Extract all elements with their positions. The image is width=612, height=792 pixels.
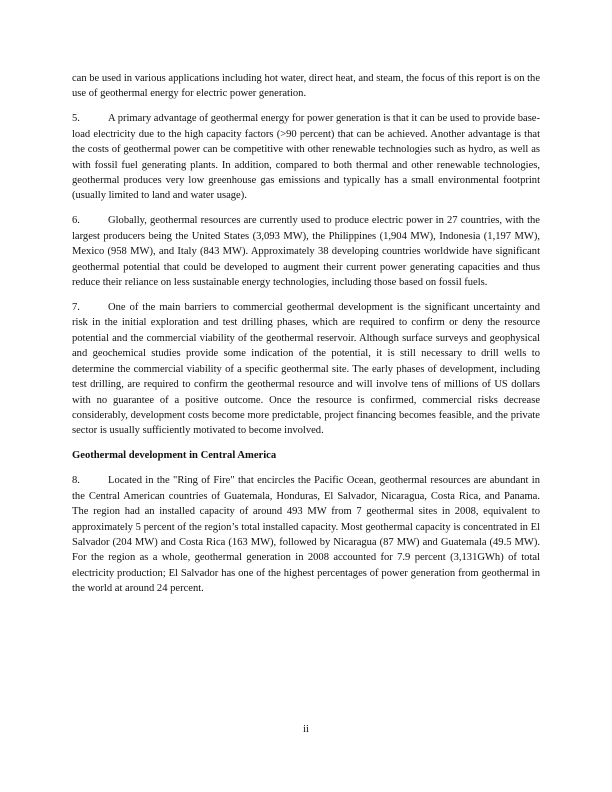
paragraph-5	[72, 111, 540, 203]
paragraph-text: can be used in various applications including hot water, direct heat, and steam, the focus of this report is on the use of geothermal energy for electric power generation.	[72, 73, 540, 100]
paragraph-number: 8.	[72, 475, 80, 487]
paragraph-8	[72, 473, 540, 596]
paragraph-number: 7.	[72, 302, 80, 314]
paragraph-text: Located in the "Ring of Fire" that encircles the Pacific Ocean, geothermal resources are abundant in the Central American countries of Guatemala, Honduras, El Salvador, Nicaragua, Costa Rica, and Panama. The region had an installed capacity of around 493 MW from 7 geothermal sites in 2008, equivalent to approximately 5 percent of the region’s total installed capacity. Most geothermal capacity is concentrated in El Salvador (204 MW) and Costa Rica (163 MW), followed by Nicaragua (87 MW) and Guatemala (49.5 MW). For the region as a whole, geothermal generation in 2008 accounted for 7.9 percent (3,131GWh) of total electricity production; El Salvador has one of the highest percentages of power generation from geothermal in the world at around 24 percent.	[72, 475, 540, 595]
paragraph-number: 6.	[72, 215, 80, 227]
paragraph-number: 5.	[72, 113, 80, 125]
paragraph-text: Globally, geothermal resources are currently used to produce electric power in 27 countries, with the largest producers being the United States (3,093 MW), the Philippines (1,904 MW), Indonesia (1,197 MW), Mexico (958 MW), and Italy (843 MW). Approximately 38 developing countries worldwide have significant geothermal potential that could be developed to augment their current power generating capacities and thus reduce their reliance on less sustainable energy technologies, including those based on fossil fuels.	[72, 215, 540, 289]
paragraph-continued	[72, 71, 540, 102]
paragraph-text: A primary advantage of geothermal energy for power generation is that it can be used to provide base-load electricity due to the high capacity factors (>90 percent) that can be achieved. Another advantage is that the costs of geothermal power can be competitive with other renewable technologies such as hydro, as well as with fossil fuel generating plants. In addition, compared to both thermal and other renewable technologies, geothermal produces very low greenhouse gas emissions and typically has a small environmental footprint (usually limited to land and water usage).	[72, 113, 540, 202]
page-number: ii	[303, 724, 309, 735]
paragraph-6	[72, 213, 540, 290]
paragraph-7	[72, 300, 540, 439]
paragraph-text: One of the main barriers to commercial geothermal development is the significant uncertainty and risk in the initial exploration and test drilling phases, which are required to confirm or deny the resource potential and the commercial viability of the geothermal reservoir. Although surface surveys and geophysical and geochemical studies provide some indication of the potential, it is still necessary to drill wells to determine the commercial viability of a specific geothermal site. The early phases of development, including test drilling, are required to confirm the geothermal resource and will involve tens of millions of US dollars with no guarantee of a positive outcome. Once the resource is confirmed, commercial risks decrease considerably, development costs become more predictable, project financing becomes feasible, and the private sector is usually sufficiently motivated to become involved.	[72, 302, 540, 437]
section-heading: Geothermal development in Central America	[72, 450, 277, 462]
document-page	[72, 71, 540, 606]
